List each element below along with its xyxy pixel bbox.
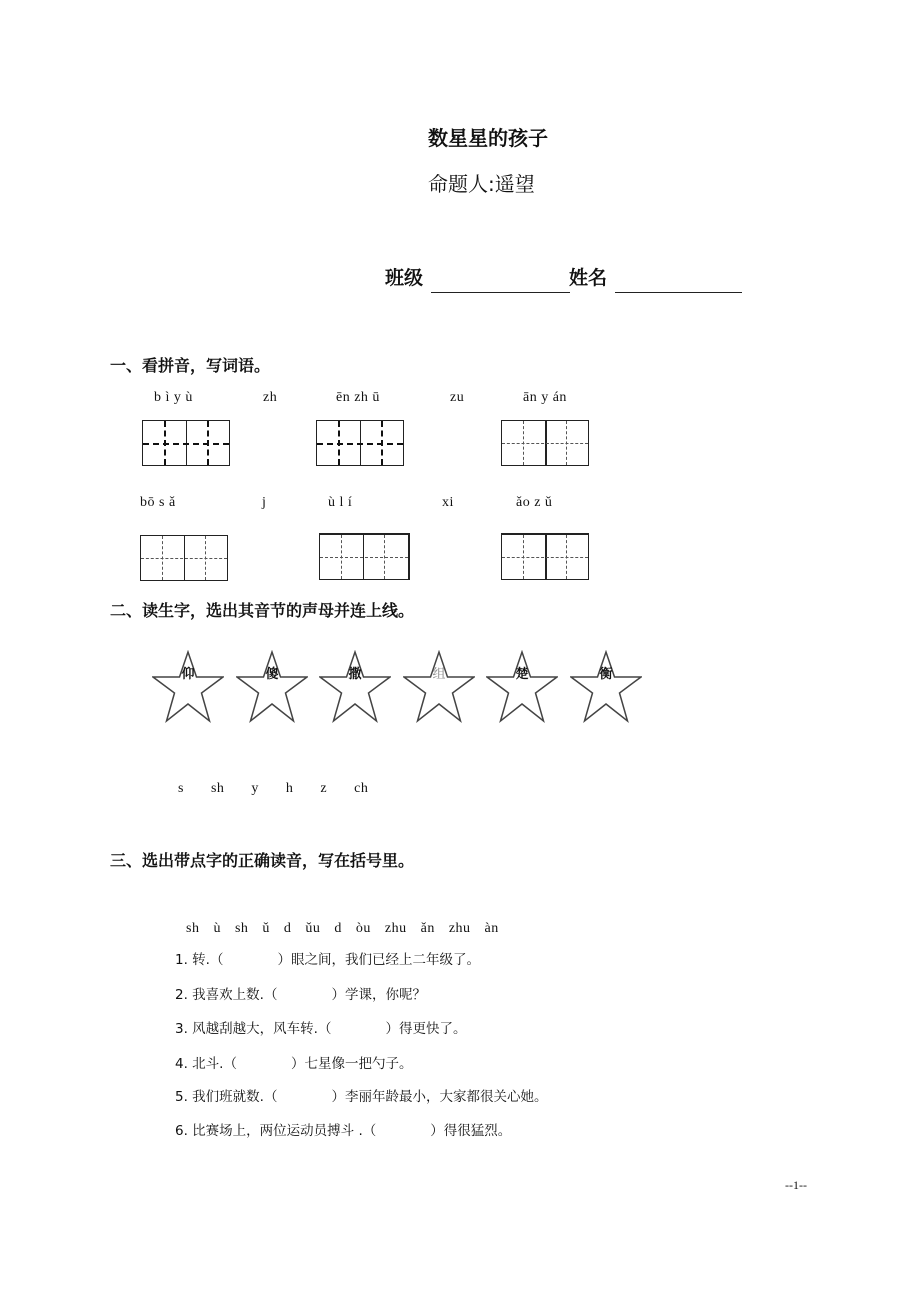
star-icon (236, 650, 308, 724)
initial-option[interactable]: y (251, 781, 259, 796)
question-3: 3. 风越刮越大，风车转.（ ）得更快了。 (175, 1021, 467, 1037)
pinyin-label: b ì y ù (154, 390, 193, 405)
star-character: 组 (432, 667, 446, 682)
star-item[interactable] (152, 650, 224, 724)
star-icon (403, 650, 475, 724)
pinyin-options: sh ù sh ǔ d ǔu d òu zhu ǎn zhu àn (186, 921, 499, 936)
section-1-heading: 一、看拼音，写词语。 (110, 356, 271, 375)
pinyin-label: bō s ǎ (140, 495, 176, 510)
page-number: --1-- (785, 1178, 807, 1192)
pinyin-label: ēn zh ū (336, 390, 380, 405)
writing-grid[interactable] (140, 535, 228, 581)
star-icon (570, 650, 642, 724)
star-item[interactable] (236, 650, 308, 724)
name-field[interactable] (615, 292, 742, 293)
star-character: 撒 (348, 667, 362, 682)
star-character: 衡 (599, 667, 613, 682)
star-item[interactable] (570, 650, 642, 724)
writing-grid[interactable] (501, 533, 589, 580)
pinyin-label: zh (263, 390, 278, 405)
section-3-heading: 三、选出带点字的正确读音，写在括号里。 (110, 851, 415, 870)
writing-grid[interactable] (316, 420, 404, 466)
star-character: 傻 (265, 667, 279, 682)
author-line: 命题人:遥望 (428, 172, 535, 196)
star-item[interactable] (486, 650, 558, 724)
star-icon (319, 650, 391, 724)
question-1: 1. 转.（ ）眼之间，我们已经上二年级了。 (175, 952, 480, 968)
initial-option[interactable]: h (285, 781, 294, 796)
star-item[interactable] (319, 650, 391, 724)
initial-option[interactable]: ch (354, 781, 369, 796)
pinyin-label: ù l í (328, 495, 353, 510)
question-2: 2. 我喜欢上数.（ ）学课，你呢？ (175, 987, 426, 1003)
star-icon (486, 650, 558, 724)
pinyin-label: ǎo z ǔ (516, 495, 553, 510)
initial-option[interactable]: z (320, 781, 328, 796)
initials-row (178, 781, 395, 797)
class-field[interactable] (431, 292, 570, 293)
page-title: 数星星的孩子 (428, 126, 548, 150)
writing-grid[interactable] (142, 420, 230, 466)
initial-option[interactable]: sh (210, 781, 225, 796)
pinyin-label: zu (450, 390, 465, 405)
writing-grid[interactable] (501, 420, 589, 466)
section-2-heading: 二、读生字，选出其音节的声母并连上线。 (110, 601, 415, 620)
name-label: 姓名 (569, 267, 608, 289)
pinyin-label: xi (442, 495, 454, 510)
star-character: 仰 (181, 667, 195, 682)
pinyin-label: j (262, 495, 267, 510)
question-4: 4. 北斗.（ ）七星像一把勺子。 (175, 1056, 413, 1072)
pinyin-label: ān y án (523, 390, 567, 405)
question-5: 5. 我们班就数.（ ）李丽年龄最小，大家都很关心她。 (175, 1089, 548, 1105)
class-label: 班级 (385, 267, 424, 289)
star-item[interactable] (403, 650, 475, 724)
star-icon (152, 650, 224, 724)
writing-grid[interactable] (319, 533, 410, 580)
star-character: 楚 (515, 667, 529, 682)
question-6: 6. 比赛场上，两位运动员搏斗 .（ ）得很猛烈。 (175, 1123, 512, 1139)
initial-option[interactable]: s (178, 781, 184, 796)
